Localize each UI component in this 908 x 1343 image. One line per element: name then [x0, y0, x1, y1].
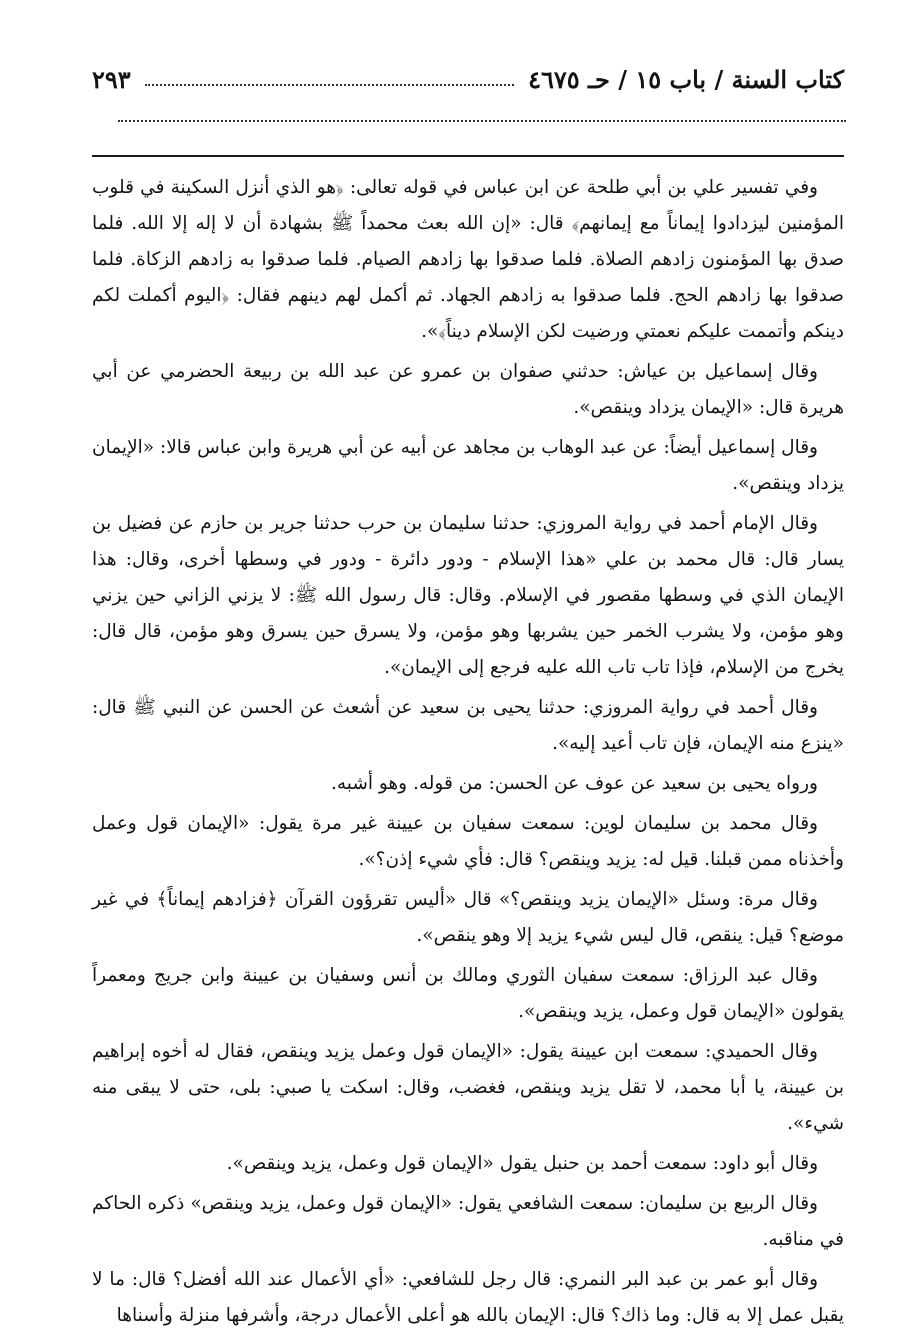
paragraph: وقال إسماعيل بن عياش: حدثني صفوان بن عمرو عن عبد الله بن ربيعة الحضرمي عن أبي هريرة قال: «الإيمان يزداد وينقص». [92, 361, 844, 418]
header-rule [92, 155, 844, 157]
paragraph: وفي تفسير علي بن أبي طلحة عن ابن عباس في قوله تعالى: ﴿هو الذي أنزل السكينة في قلوب المؤمنين ليزدادوا إيماناً مع إيمانهم﴾ قال: «إن الله بعث محمداً ﷺ بشهادة أن لا إله إلا الله. فلما صدق بها المؤمنون زادهم الصلاة. فلما صدقوا بها زادهم الصيام. فلما صدقوا به زادهم الزكاة. فلما صدقوا بها زادهم الحج. فلما صدقوا به زادهم الجهاد. ثم أكمل لهم دينهم فقال: ﴿اليوم أكملت لكم دينكم وأتممت عليكم نعمتي ورضيت لكن الإسلام ديناً﴾». [92, 177, 844, 342]
header-dot-leader [145, 84, 514, 86]
paragraph: ورواه يحيى بن سعيد عن عوف عن الحسن: من قوله. وهو أشبه. [330, 773, 818, 794]
paragraph: وقال الربيع بن سليمان: سمعت الشافعي يقول: «الإيمان قول وعمل، يزيد وينقص» ذكره الحاكم في مناقبه. [92, 1193, 844, 1250]
running-header [92, 54, 844, 94]
paragraph: وقال عبد الرزاق: سمعت سفيان الثوري ومالك بن أنس وسفيان بن عيينة وابن جريج ومعمراً يقولون «الإيمان قول وعمل، يزيد وينقص». [92, 965, 844, 1022]
paragraph: وقال أبو داود: سمعت أحمد بن حنبل يقول «الإيمان قول وعمل، يزيد وينقص». [226, 1153, 818, 1174]
body-text [92, 170, 844, 1338]
paragraph: وقال محمد بن سليمان لوين: سمعت سفيان بن عيينة غير مرة يقول: «الإيمان قول وعمل وأخذناه ممن قبلنا. قيل له: يزيد وينقص؟ قال: فأي شيء إذن؟». [92, 813, 844, 870]
paragraph: وقال الإمام أحمد في رواية المروزي: حدثنا سليمان بن حرب حدثنا جرير بن حازم عن فضيل بن يسار قال: قال محمد بن علي «هذا الإسلام - ودور دائرة - ودور في وسطها أخرى، وقال: هذا الإيمان الذي في وسطها مقصور في الإسلام. وقال: قال رسول الله ﷺ: لا يزني الزاني حين يزني وهو مؤمن، ولا يشرب الخمر حين يشربها وهو مؤمن، ولا يسرق حين يسرق وهو مؤمن، قال قال: يخرج من الإسلام، فإذا تاب تاب الله عليه فرجع إلى الإيمان». [92, 513, 844, 678]
header-title: كتاب السنة / باب ١٥ / حـ ٤٦٧٥ [528, 65, 844, 94]
paragraph: وقال أحمد في رواية المروزي: حدثنا يحيى بن سعيد عن أشعث عن الحسن عن النبي ﷺ قال: «ينزع منه الإيمان، فإن تاب أعيد إليه». [92, 697, 844, 754]
paragraph: وقال أبو عمر بن عبد البر النمري: قال رجل للشافعي: «أي الأعمال عند الله أفضل؟ قال: ما لا يقبل عمل إلا به قال: وما ذاك؟ قال: الإيمان بالله هو أعلى الأعمال درجة، وأشرفها منزلة وأسناها [92, 1269, 844, 1326]
page-number: ٢٩٣ [92, 65, 131, 94]
paragraph: وقال مرة: وسئل «الإيمان يزيد وينقص؟» قال «أليس تقرؤون القرآن ﴿فزادهم إيماناً﴾ في غير موضع؟ قيل: ينقص، قال ليس شيء يزيد إلا وهو ينقص». [92, 889, 844, 946]
paragraph: وقال الحميدي: سمعت ابن عيينة يقول: «الإيمان قول وعمل يزيد وينقص، فقال له أخوه إبراهيم بن عيينة، يا أبا محمد، لا تقل يزيد وينقص، فغضب، وقال: اسكت يا صبي: بلى، حتى لا يبقى منه شيء». [92, 1041, 844, 1134]
dotted-separator [118, 120, 846, 122]
paragraph: وقال إسماعيل أيضاً: عن عبد الوهاب بن مجاهد عن أبيه عن أبي هريرة وابن عباس قالا: «الإيمان يزداد وينقص». [92, 437, 844, 494]
